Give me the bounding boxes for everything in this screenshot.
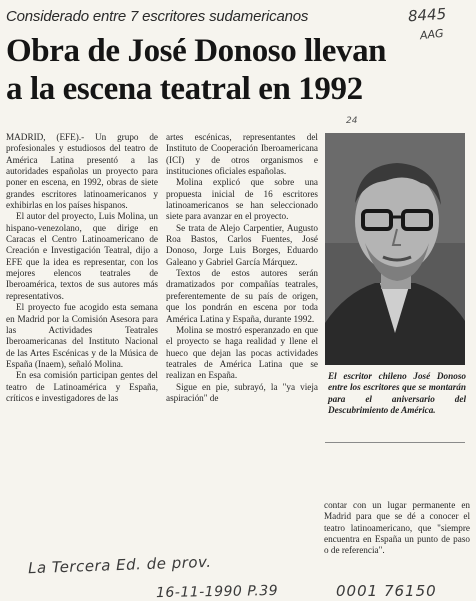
photo-caption: El escritor chileno José Donoso entre los escritores que se montarán para el aniversario del Descubrimiento de América.	[328, 371, 466, 415]
article-column-1	[6, 132, 158, 567]
kicker: Considerado entre 7 escritores sudamericanos	[6, 8, 309, 25]
paragraph: Textos de estos autores serán dramatizados por compañías teatrales, preferentemente de su país de origen, que los pondrán en escena por toda América Latina y España, durante 1992.	[166, 268, 318, 324]
paragraph: Se trata de Alejo Carpentier, Augusto Roa Bastos, Carlos Fuentes, José Donoso, Jorge Luis Borges, Eduardo Galeano y Gabriel García Márquez.	[166, 222, 318, 267]
article-column-3	[324, 500, 470, 570]
handwritten-photo-number: 24	[346, 116, 358, 126]
paragraph: artes escénicas, representantes del Instituto de Cooperación Iberoamericana (ICI) y de otros organismos e instituciones oficiales españolas.	[166, 132, 318, 177]
caption-divider	[325, 442, 465, 443]
handwritten-archive-code: 0001 76150	[336, 582, 437, 600]
headline-line-1: Obra de José Donoso llevan	[6, 33, 387, 69]
paragraph: MADRID, (EFE).- Un grupo de profesionales y estudiosos del teatro de América Latina presentó a las autoridades españolas un proyecto para poner en escena, en 1992, obras de siete grandes escritores latinoamericanos y exhibirlas en los países hispanos.	[6, 132, 158, 211]
paragraph: Molina se mostró esperanzado en que el proyecto se haga realidad y llene el hueco que dejan las pocas actividades teatrales de América Latina que se realizan en España.	[166, 324, 318, 381]
author-photo	[325, 133, 465, 365]
handwritten-date: 16-11-1990 P.39	[155, 582, 279, 601]
paragraph: contar con un lugar permanente en Madrid para que se dé a conocer el teatro latinoamericano, que "siempre encuentra en España un punto de paso o de referencia".	[324, 500, 470, 556]
paragraph: Molina explicó que sobre una propuesta inicial de 16 escritores latinoamericanos se han seleccionado siete para avanzar en el proyecto.	[166, 177, 318, 222]
headline-line-2: a la escena teatral en 1992	[6, 71, 363, 107]
headline	[6, 32, 468, 108]
article-column-2	[166, 132, 318, 567]
paragraph: Sigue en pie, subrayó, la "ya vieja aspiración" de	[166, 381, 318, 403]
paragraph: En esa comisión participan gentes del teatro de Latinoamérica y España, críticos e investigadores de las	[6, 370, 158, 403]
paragraph: El proyecto fue acogido esta semana en Madrid por la Comisión Asesora para las Actividades Teatrales Iberoamericanas del Instituto Nacional de las Artes Escénicas y de la Música de España (Inaem), señaló Molina.	[6, 302, 158, 369]
portrait-illustration	[325, 133, 465, 365]
paragraph: El autor del proyecto, Luis Molina, un hispano-venezolano, que dirige en Caracas el Centro Latinoamericano de Creación e Investigación Teatral, dijo a EFE que la idea es representar, con los mejores elencos teatrales de Iberoamérica, textos de sus autores más representativos.	[6, 211, 158, 301]
handwritten-number: 8445	[407, 4, 447, 26]
handwritten-source: La Tercera Ed. de prov.	[27, 552, 212, 578]
handwritten-initials: AAG	[419, 26, 445, 43]
